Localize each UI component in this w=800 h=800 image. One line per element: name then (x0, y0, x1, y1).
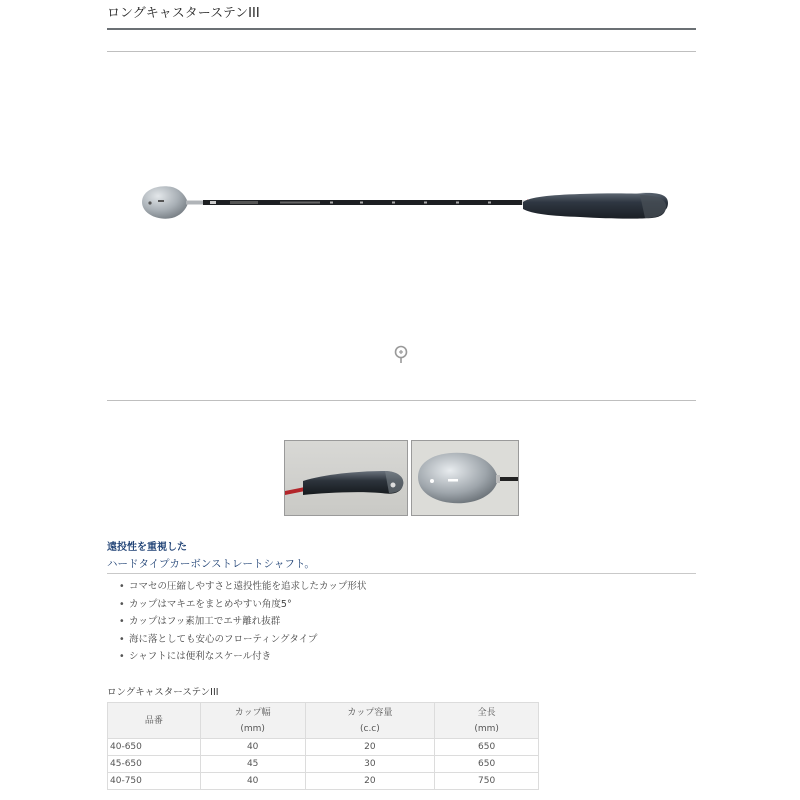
table-row (108, 773, 539, 790)
feature-subheading: ハードタイプカーボンストレートシャフト。 (107, 558, 315, 570)
grip-icon (520, 190, 670, 224)
cell-cup-width: 40 (200, 739, 305, 756)
cell-total-length: 650 (435, 739, 539, 756)
feature-divider (107, 573, 696, 574)
magnify-pin-icon[interactable] (392, 345, 410, 365)
cell-model: 45-650 (108, 756, 201, 773)
cell-cup-capacity: 20 (305, 773, 435, 790)
cell-model: 40-650 (108, 739, 201, 756)
spec-table (107, 702, 539, 790)
cell-model: 40-750 (108, 773, 201, 790)
cell-cup-width: 40 (200, 773, 305, 790)
page-title: ロングキャスターステンIII (107, 6, 260, 21)
header-cup-width: カップ幅 (mm) (200, 703, 305, 739)
spec-table-title: ロングキャスターステンIII (107, 687, 219, 698)
feature-heading: 遠投性を重視した (107, 542, 187, 553)
list-item: • シャフトには便利なスケール付き (119, 648, 366, 666)
list-item: • コマセの圧縮しやすさと遠投性能を追求したカップ形状 (119, 578, 366, 596)
header-model: 品番 (108, 703, 201, 739)
cup-closeup-thumbnail[interactable] (411, 440, 519, 516)
cell-cup-capacity: 20 (305, 739, 435, 756)
feature-list (119, 578, 366, 666)
cell-cup-width: 45 (200, 756, 305, 773)
table-header-row (108, 703, 539, 739)
table-row (108, 739, 539, 756)
list-item: • カップはフッ素加工でエサ離れ抜群 (119, 613, 366, 631)
grip-closeup-thumbnail[interactable] (284, 440, 408, 516)
list-item: • 海に落としても安心のフローティングタイプ (119, 631, 366, 649)
header-total-length: 全長 (mm) (435, 703, 539, 739)
header-cup-capacity: カップ容量 (c.c) (305, 703, 435, 739)
top-divider (107, 51, 696, 52)
cell-total-length: 650 (435, 756, 539, 773)
title-divider (107, 28, 696, 30)
image-divider (107, 400, 696, 401)
table-row (108, 756, 539, 773)
cell-total-length: 750 (435, 773, 539, 790)
cell-cup-capacity: 30 (305, 756, 435, 773)
list-item: • カップはマキエをまとめやすい角度5° (119, 596, 366, 614)
